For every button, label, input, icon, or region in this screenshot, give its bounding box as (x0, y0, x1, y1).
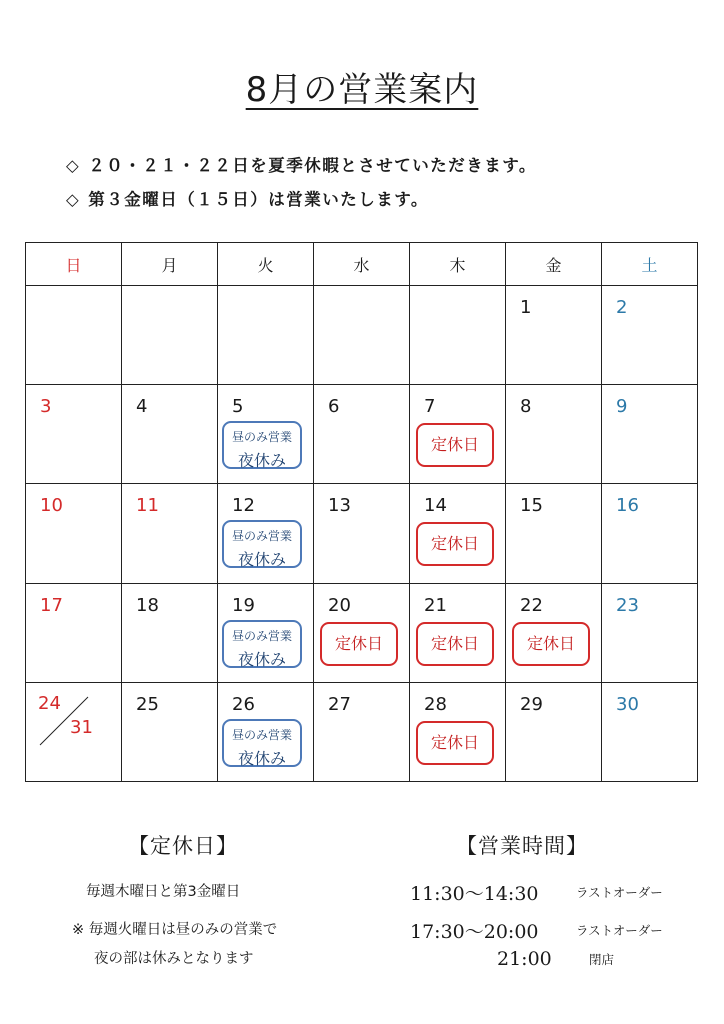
closed-day-badge: 定休日 (416, 522, 494, 566)
day-number: 9 (616, 396, 628, 418)
calendar-day-cell (122, 682, 218, 781)
night-closed-label: 夜休み (237, 550, 286, 570)
calendar-day-cell (410, 682, 506, 781)
day-number: 13 (328, 495, 351, 517)
calendar-day-cell (602, 484, 698, 583)
calendar-day-cell (218, 682, 314, 781)
calendar-day-cell (218, 385, 314, 484)
calendar-day-cell (218, 583, 314, 682)
lunch-only-badge (222, 421, 302, 469)
day-number: 6 (328, 396, 340, 418)
lunch-hours: 11:30〜14:30 (410, 883, 539, 905)
weekday-mon: 月 (122, 243, 218, 286)
calendar-day-cell (506, 583, 602, 682)
calendar-week-row (26, 484, 698, 583)
notice-summer-holiday (66, 152, 537, 176)
tuesday-note: ※ 毎週火曜日は昼のみの営業で (72, 922, 278, 938)
day-number: 24 (38, 692, 61, 714)
lunch-only-badge (222, 719, 302, 767)
calendar-day-cell (410, 286, 506, 385)
weekday-sun: 日 (26, 243, 122, 286)
day-number: 22 (520, 594, 543, 616)
closed-day-badge: 定休日 (320, 622, 398, 666)
calendar-week-row (26, 583, 698, 682)
diamond-icon: ◇ (66, 190, 81, 209)
calendar-day-cell (314, 484, 410, 583)
calendar-day-cell (314, 385, 410, 484)
day-number: 29 (520, 693, 543, 715)
closed-day-badge: 定休日 (416, 721, 494, 765)
closed-days-text: 毎週木曜日と第3金曜日 (86, 884, 241, 900)
day-number: 4 (136, 396, 148, 418)
lunch-only-label: 昼のみ営業 (231, 529, 292, 544)
calendar-day-cell (410, 583, 506, 682)
night-closed-label: 夜休み (237, 451, 286, 471)
night-closed-label: 夜休み (237, 649, 286, 669)
calendar-day-cell (26, 682, 122, 781)
weekday-thu: 木 (410, 243, 506, 286)
calendar-day-cell (26, 583, 122, 682)
day-number: 1 (520, 297, 532, 318)
weekday-sat: 土 (602, 243, 698, 286)
calendar-day-cell (506, 682, 602, 781)
page-title: 8月の営業案内 (245, 70, 479, 110)
calendar-day-cell (122, 484, 218, 583)
day-number: 19 (232, 594, 255, 616)
closed-day-badge: 定休日 (416, 622, 494, 666)
calendar-day-cell (122, 286, 218, 385)
notice-text: 第３金曜日（１５日）は営業いたします。 (88, 190, 429, 209)
day-number: 25 (136, 693, 159, 715)
tuesday-note-cont: 夜の部は休みとなります (94, 951, 254, 967)
day-number: 20 (328, 594, 351, 616)
closed-days-title: 【定休日】 (128, 834, 238, 858)
day-number: 27 (328, 693, 351, 715)
diamond-icon: ◇ (66, 156, 81, 175)
night-closed-label: 夜休み (237, 748, 286, 768)
day-number: 5 (232, 396, 244, 418)
day-number: 28 (424, 693, 447, 715)
lunch-only-label: 昼のみ営業 (231, 430, 292, 445)
dinner-hours: 17:30〜20:00 (410, 921, 539, 943)
day-number: 14 (424, 495, 447, 517)
weekday-tue: 火 (218, 243, 314, 286)
day-number: 11 (136, 495, 159, 517)
lunch-only-badge (222, 620, 302, 668)
day-number: 3 (40, 396, 52, 418)
calendar-day-cell (314, 286, 410, 385)
business-hours-title: 【営業時間】 (456, 834, 588, 858)
day-number: 18 (136, 594, 159, 616)
closing-time: 21:00 (497, 948, 552, 970)
weekday-header-row (26, 243, 698, 286)
day-number: 7 (424, 396, 436, 418)
calendar-week-row (26, 682, 698, 781)
lunch-only-badge (222, 520, 302, 568)
weekday-wed: 水 (314, 243, 410, 286)
calendar-day-cell (506, 385, 602, 484)
closing-label: 閉店 (589, 952, 615, 967)
day-number: 12 (232, 495, 255, 517)
notice-third-friday (66, 186, 429, 210)
calendar-day-cell (218, 484, 314, 583)
closed-day-badge: 定休日 (416, 423, 494, 467)
day-number: 10 (40, 495, 63, 517)
calendar-day-cell (602, 682, 698, 781)
calendar-day-cell (314, 682, 410, 781)
notice-text: ２０・２１・２２日を夏季休暇とさせていただきます。 (88, 156, 537, 175)
lunch-only-label: 昼のみ営業 (231, 628, 292, 643)
day-number: 26 (232, 693, 255, 715)
weekday-fri: 金 (506, 243, 602, 286)
calendar-day-cell (506, 484, 602, 583)
calendar-week-row (26, 286, 698, 385)
day-number: 16 (616, 495, 639, 517)
calendar-grid (25, 242, 698, 782)
day-number: 21 (424, 594, 447, 616)
day-number: 30 (616, 693, 639, 715)
day-number: 8 (520, 396, 532, 418)
dinner-last-order: ラストオーダー (576, 923, 663, 938)
calendar-week-row (26, 385, 698, 484)
calendar-day-cell (26, 484, 122, 583)
calendar-day-cell (602, 286, 698, 385)
calendar-day-cell (218, 286, 314, 385)
calendar-day-cell (122, 583, 218, 682)
calendar-day-cell (506, 286, 602, 385)
day-number: 15 (520, 495, 543, 517)
day-number: 2 (616, 297, 628, 318)
calendar-day-cell (602, 583, 698, 682)
calendar-day-cell (26, 286, 122, 385)
lunch-only-label: 昼のみ営業 (231, 727, 292, 742)
calendar-day-cell (602, 385, 698, 484)
lunch-last-order: ラストオーダー (576, 885, 663, 900)
calendar-day-cell (26, 385, 122, 484)
day-number: 17 (40, 594, 63, 616)
calendar-day-cell (314, 583, 410, 682)
day-number: 23 (616, 594, 639, 616)
calendar-day-cell (410, 484, 506, 583)
calendar-day-cell (122, 385, 218, 484)
day-number-alt: 31 (70, 716, 93, 738)
closed-day-badge: 定休日 (512, 622, 590, 666)
calendar-day-cell (410, 385, 506, 484)
